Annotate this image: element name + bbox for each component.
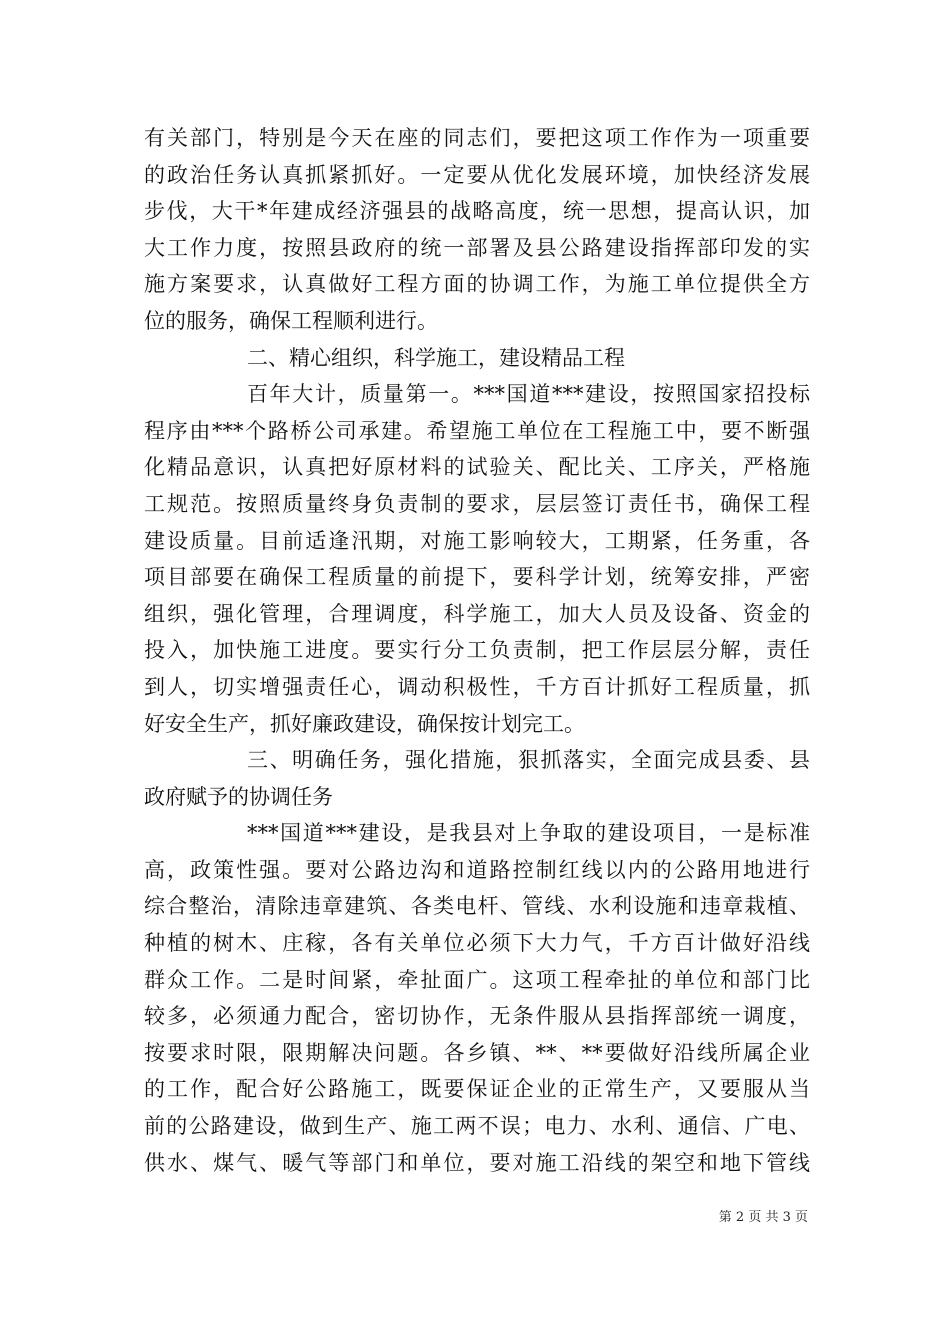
text-line: 项目部要在确保工程质量的前提下，要科学计划，统筹安排，严密 <box>144 565 810 590</box>
text-line: 位的服务，确保工程顺利进行。 <box>144 308 438 333</box>
text-line: 大工作力度，按照县政府的统一部署及县公路建设指挥部印发的实 <box>144 235 810 260</box>
text-line: 施方案要求，认真做好工程方面的协调工作，为施工单位提供全方 <box>144 272 810 297</box>
section-heading-3-cont: 政府赋予的协调任务 <box>144 784 333 809</box>
text-line: 高，政策性强。要对公路边沟和道路控制红线以内的公路用地进行 <box>144 857 810 882</box>
text-line: 建设质量。目前适逢汛期，对施工影响较大，工期紧，任务重，各 <box>144 528 810 553</box>
text-line: 群众工作。二是时间紧，牵扯面广。这项工程牵扯的单位和部门比 <box>144 967 810 992</box>
text-line: 好安全生产，抓好廉政建设，确保按计划完工。 <box>144 711 585 736</box>
text-line: 的工作，配合好公路施工，既要保证企业的正常生产，又要服从当 <box>144 1077 810 1102</box>
text-line: 步伐，大干*年建成经济强县的战略高度，统一思想，提高认识，加 <box>144 199 810 224</box>
text-line: 工规范。按照质量终身负责制的要求，层层签订责任书，确保工程 <box>144 491 810 516</box>
text-line: 组织，强化管理，合理调度，科学施工，加大人员及设备、资金的 <box>144 601 810 626</box>
section-heading-3: 三、明确任务，强化措施，狠抓落实，全面完成县委、县 <box>247 748 810 773</box>
text-line: 投入，加快施工进度。要实行分工负责制，把工作层层分解，责任 <box>144 638 810 663</box>
text-line: 有关部门，特别是今天在座的同志们，要把这项工作作为一项重要 <box>144 126 810 150</box>
text-line: 到人，切实增强责任心，调动积极性，千方百计抓好工程质量，抓 <box>144 674 810 699</box>
text-line: 种植的树木、庄稼，各有关单位必须下大力气，千方百计做好沿线 <box>144 931 810 956</box>
text-line: 前的公路建设，做到生产、施工两不误；电力、水利、通信、广电、 <box>144 1114 810 1139</box>
page-number-footer: 第 2 页 共 3 页 <box>718 1210 808 1225</box>
text-line: 的政治任务认真抓紧抓好。一定要从优化发展环境，加快经济发展 <box>144 162 810 187</box>
text-line: 按要求时限，限期解决问题。各乡镇、**、**要做好沿线所属企业 <box>144 1040 810 1065</box>
text-line: ***国道***建设，是我县对上争取的建设项目，一是标准 <box>247 821 810 846</box>
text-line: 化精品意识，认真把好原材料的试验关、配比关、工序关，严格施 <box>144 455 810 480</box>
document-body <box>144 120 810 1181</box>
text-line: 程序由***个路桥公司承建。希望施工单位在工程施工中，要不断强 <box>144 418 810 443</box>
text-line: 供水、煤气、暖气等部门和单位，要对施工沿线的架空和地下管线 <box>144 1150 810 1175</box>
section-heading-2: 二、精心组织，科学施工，建设精品工程 <box>247 345 625 370</box>
text-line: 百年大计，质量第一。***国道***建设，按照国家招投标 <box>247 382 810 407</box>
text-line: 综合整治，清除违章建筑、各类电杆、管线、水利设施和违章栽植、 <box>144 894 810 919</box>
text-line: 较多，必须通力配合，密切协作，无条件服从县指挥部统一调度， <box>144 1004 810 1029</box>
